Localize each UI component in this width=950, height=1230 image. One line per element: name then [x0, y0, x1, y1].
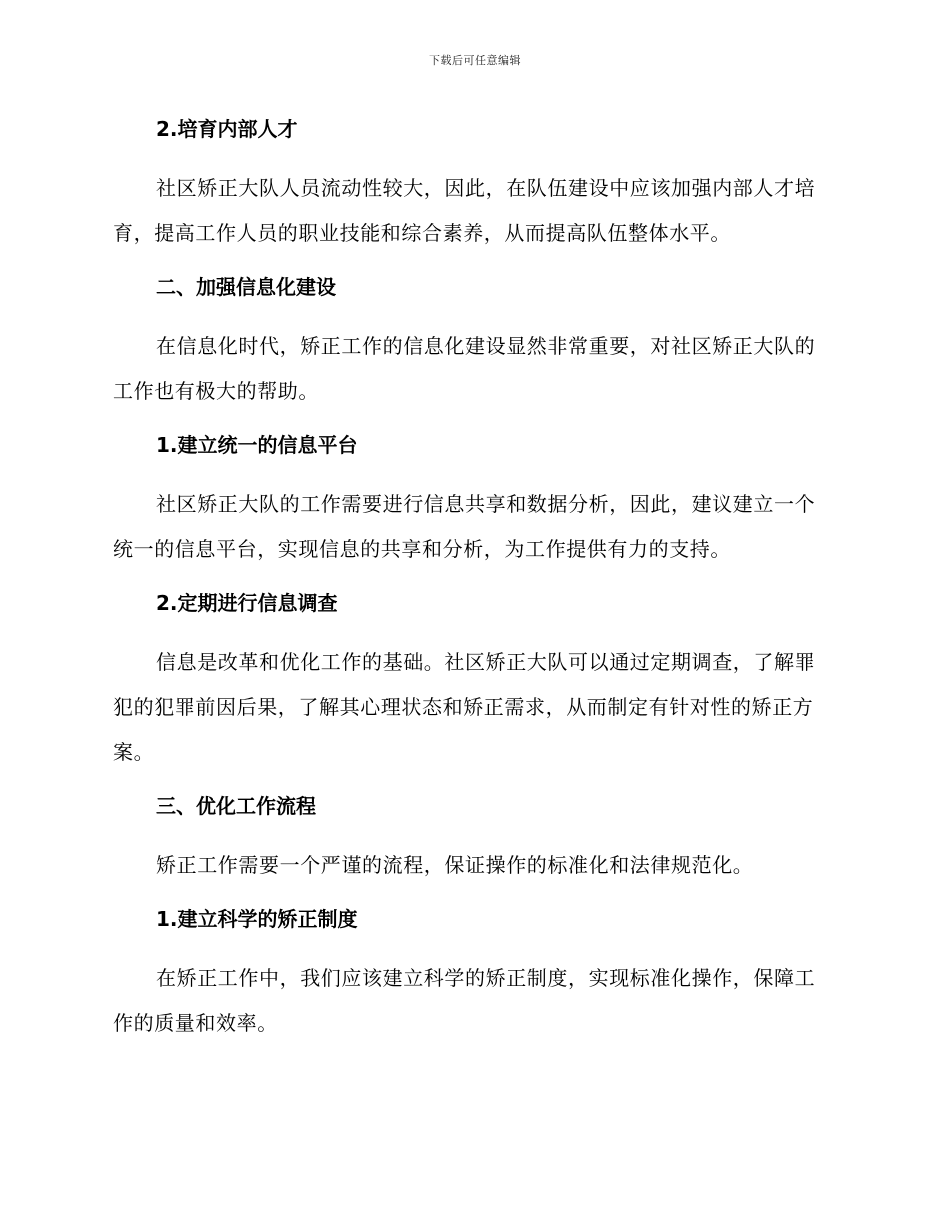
paragraph-talent: 社区矫正大队人员流动性较大，因此，在队伍建设中应该加强内部人才培育，提高工作人员的职业技能和综合素养，从而提高队伍整体水平。 — [113, 176, 816, 245]
paragraph-informatization: 在信息化时代，矫正工作的信息化建设显然非常重要，对社区矫正大队的工作也有极大的帮助。 — [113, 334, 816, 403]
section-heading-informatization: 二、加强信息化建设 — [156, 275, 336, 299]
section-heading-correction-system: 1.建立科学的矫正制度 — [156, 907, 358, 931]
paragraph-optimize-workflow: 矫正工作需要一个严谨的流程，保证操作的标准化和法律规范化。 — [156, 853, 754, 877]
section-heading-optimize-workflow: 三、优化工作流程 — [156, 794, 316, 818]
paragraph-info-survey: 信息是改革和优化工作的基础。社区矫正大队可以通过定期调查，了解罪犯的犯罪前因后果，了解其心理状态和矫正需求，从而制定有针对性的矫正方案。 — [113, 650, 816, 764]
paragraph-unified-platform: 社区矫正大队的工作需要进行信息共享和数据分析，因此，建议建立一个统一的信息平台，实现信息的共享和分析，为工作提供有力的支持。 — [113, 492, 816, 561]
page-header: 下载后可任意编辑 — [429, 54, 521, 67]
section-heading-cultivate-talent: 2.培育内部人才 — [156, 117, 298, 141]
section-heading-info-survey: 2.定期进行信息调查 — [156, 591, 338, 615]
paragraph-correction-system: 在矫正工作中，我们应该建立科学的矫正制度，实现标准化操作，保障工作的质量和效率。 — [113, 966, 816, 1035]
document-body — [113, 110, 833, 1058]
section-heading-unified-platform: 1.建立统一的信息平台 — [156, 433, 358, 457]
